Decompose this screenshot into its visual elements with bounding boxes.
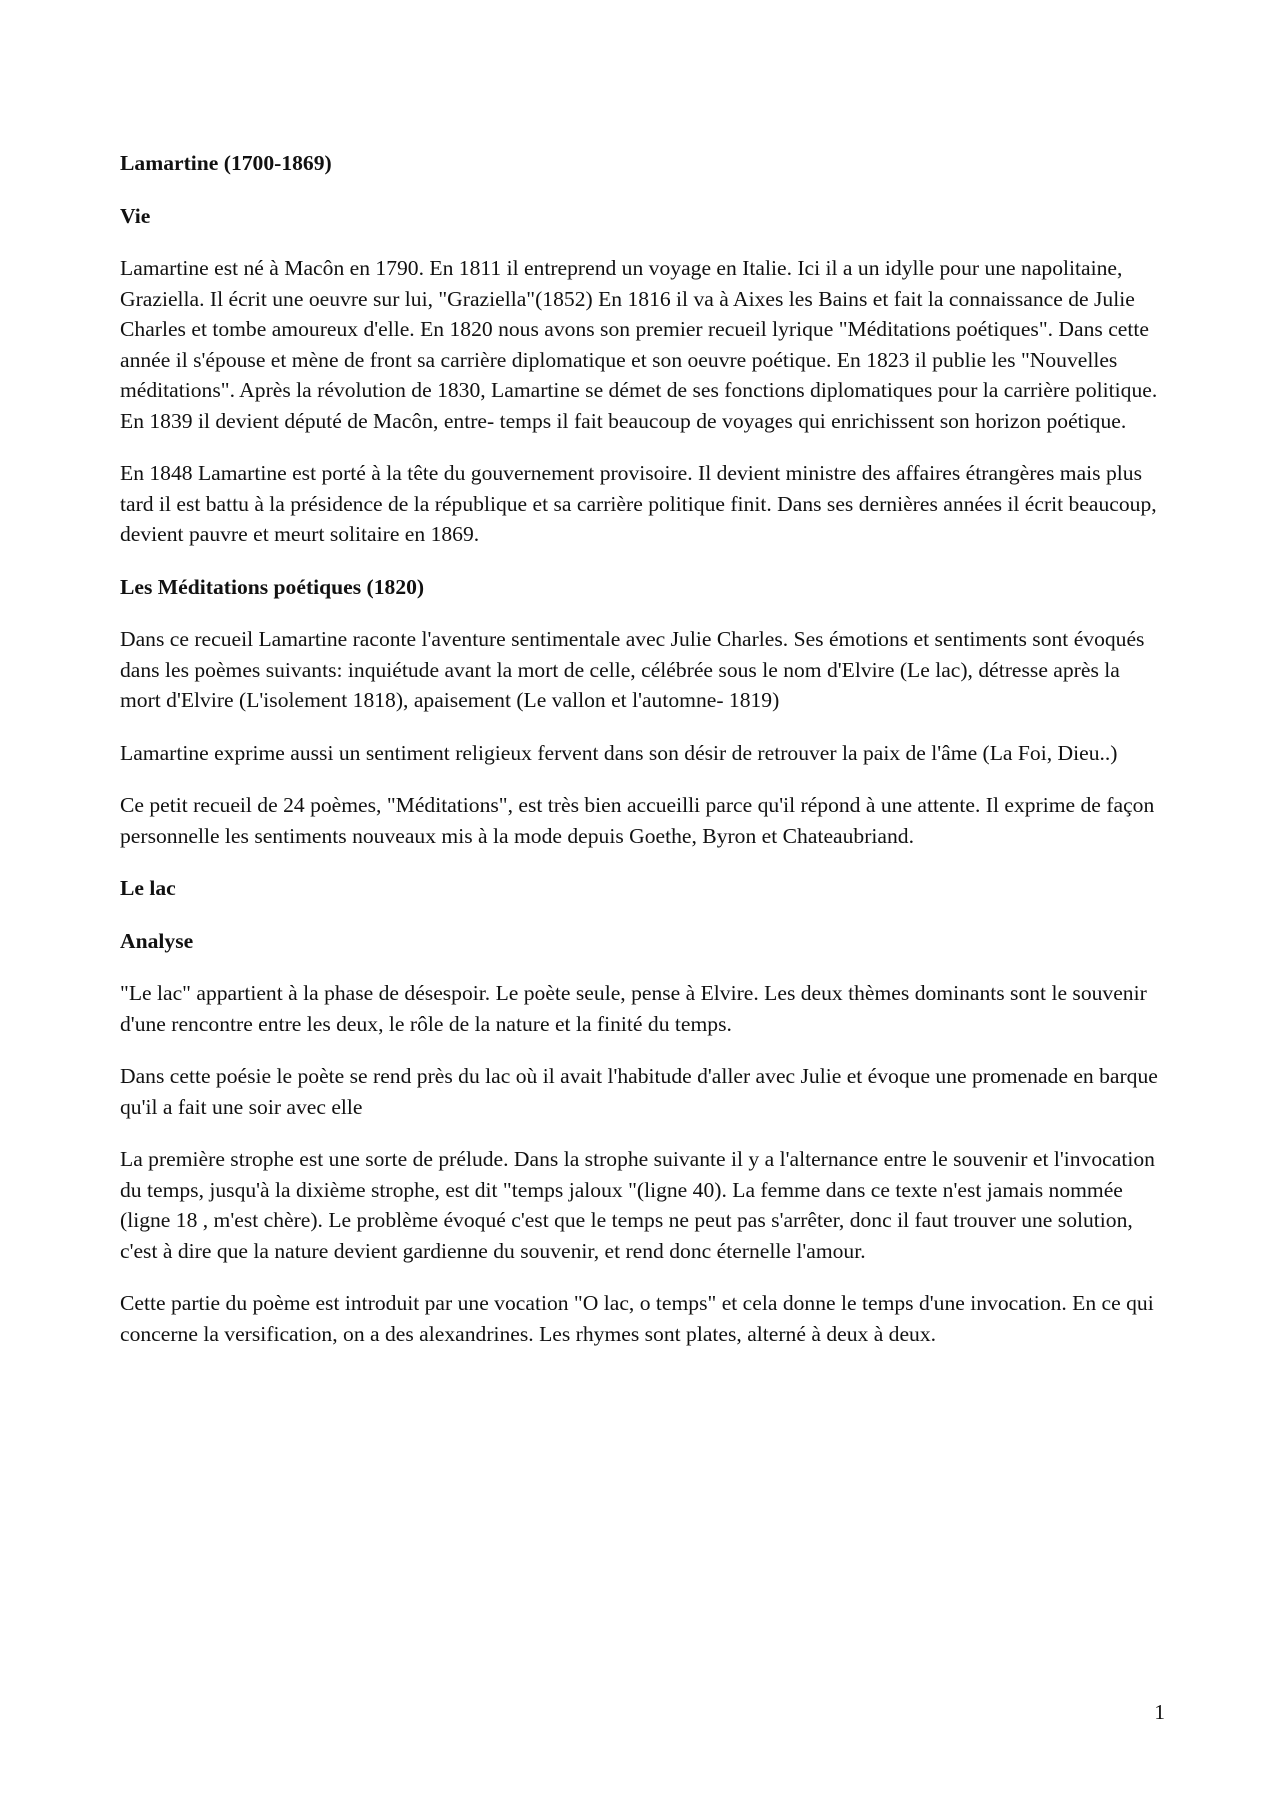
- paragraph-analyse-2: Dans cette poésie le poète se rend près du lac où il avait l'habitude d'aller avec Julie et évoque une promenade en barque qu'il a fait une soir avec elle: [120, 1064, 1158, 1119]
- page-number: 1: [1154, 1700, 1165, 1724]
- paragraph-analyse-1: "Le lac" appartient à la phase de désespoir. Le poète seule, pense à Elvire. Les deux thèmes dominants sont le souvenir d'une rencontre entre les deux, le rôle de la nature et la finité du temps.: [120, 981, 1147, 1036]
- document-title: Lamartine (1700-1869): [120, 151, 332, 175]
- paragraph-meditations-2: Lamartine exprime aussi un sentiment religieux fervent dans son désir de retrouver la paix de l'âme (La Foi, Dieu..): [120, 740, 1118, 765]
- paragraph-analyse-4: Cette partie du poème est introduit par une vocation "O lac, o temps" et cela donne le temps d'une invocation. En ce qui concerne la versification, on a des alexandrines. Les rhymes sont plates, alterné à deux à deux.: [120, 1291, 1154, 1346]
- paragraph-vie-2: En 1848 Lamartine est porté à la tête du gouvernement provisoire. Il devient ministre des affaires étrangères mais plus tard il est battu à la présidence de la république et sa carrière politique finit. Dans ses dernières années il écrit beaucoup, devient pauvre et meurt solitaire en 1869.: [120, 461, 1157, 546]
- paragraph-meditations-1: Dans ce recueil Lamartine raconte l'aventure sentimentale avec Julie Charles. Ses émotions et sentiments sont évoqués dans les poèmes suivants: inquiétude avant la mort de celle, célébrée sous le nom d'Elvire (Le lac), détresse après la mort d'Elvire (L'isolement 1818), apaisement (Le vallon et l'automne- 1819): [120, 627, 1145, 712]
- section-heading-le-lac: Le lac: [120, 876, 176, 900]
- section-heading-vie: Vie: [120, 203, 151, 228]
- paragraph-analyse-3: La première strophe est une sorte de prélude. Dans la strophe suivante il y a l'alternance entre le souvenir et l'invocation du temps, jusqu'à la dixième strophe, est dit "temps jaloux "(ligne 40). La femme dans ce texte n'est jamais nommée (ligne 18 , m'est chère). Le problème évoqué c'est que le temps ne peut pas s'arrêter, donc il faut trouver une solution, c'est à dire que la nature devient gardienne du souvenir, et rend donc éternelle l'amour.: [120, 1147, 1155, 1263]
- paragraph-meditations-3: Ce petit recueil de 24 poèmes, "Méditations", est très bien accueilli parce qu'il répond à une attente. Il exprime de façon personnelle les sentiments nouveaux mis à la mode depuis Goethe, Byron et Chateaubriand.: [120, 793, 1155, 848]
- paragraph-vie-1: Lamartine est né à Macôn en 1790. En 1811 il entreprend un voyage en Italie. Ici il a un idylle pour une napolitaine, Graziella. Il écrit une oeuvre sur lui, "Graziella"(1852) En 1816 il va à Aixes les Bains et fait la connaissance de Julie Charles et tombe amoureux d'elle. En 1820 nous avons son premier recueil lyrique "Méditations poétiques". Dans cette année il s'épouse et mène de front sa carrière diplomatique et son oeuvre poétique. En 1823 il publie les "Nouvelles méditations". Après la révolution de 1830, Lamartine se démet de ses fonctions diplomatiques pour la carrière politique. En 1839 il devient député de Macôn, entre- temps il fait beaucoup de voyages qui enrichissent son horizon poétique.: [120, 256, 1158, 433]
- document-body: [120, 148, 1164, 1371]
- section-heading-analyse: Analyse: [120, 928, 194, 953]
- section-heading-meditations: Les Méditations poétiques (1820): [120, 574, 425, 599]
